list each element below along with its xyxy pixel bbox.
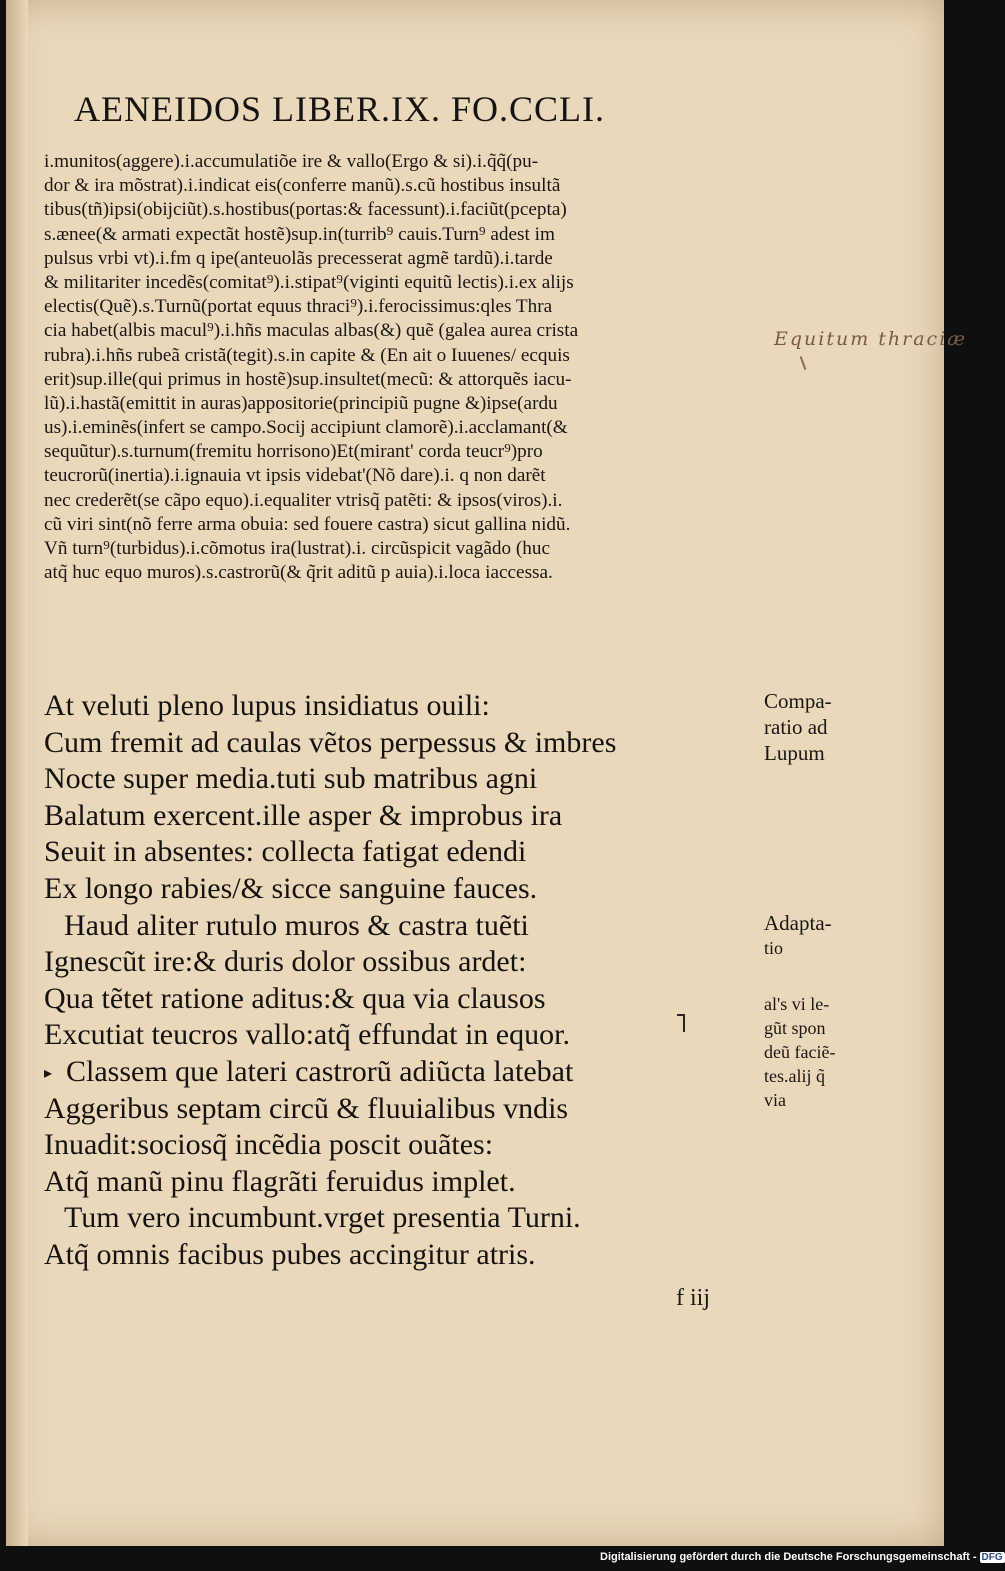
verse-line: Excutiat teucros vallo:atq̃ effundat in equor. bbox=[44, 1018, 570, 1052]
commentary-line: rubra).i.hñs rubeã cristã(tegit).s.in capite & (En ait o Iuuenes/ ecquis bbox=[44, 344, 570, 366]
verse-line: At veluti pleno lupus insidiatus ouili: bbox=[44, 689, 490, 722]
commentary-line: Vñ turn⁹(turbidus).i.cõmotus ira(lustrat).i. circũspicit vagãdo (huc bbox=[44, 538, 550, 559]
marginal-line: via bbox=[764, 1090, 786, 1110]
commentary-line: nec crederẽt(se cãpo equo).i.equaliter vtrisq̃ patẽti: & ipsos(viros).i. bbox=[44, 489, 563, 511]
commentary-line: us).i.eminẽs(infert se campo.Socij accipiunt clamorẽ).i.acclamant(& bbox=[44, 417, 568, 439]
commentary-line: sequũtur).s.turnum(fremitu horrisono)Et(mirant' corda teucr⁹)pro bbox=[44, 441, 543, 463]
verse-line: Atq̃ manũ pinu flagrãti feruidus implet. bbox=[44, 1164, 516, 1198]
commentary-line: pulsus vrbi vt).i.fm q ipe(anteuolãs precesserat agmẽ tardũ).i.tarde bbox=[44, 247, 553, 269]
pointer-mark-icon: ▸ bbox=[44, 1064, 53, 1082]
verse-line: Cum fremit ad caulas vẽtos perpessus & imbres bbox=[44, 725, 617, 759]
marginal-line: ratio ad bbox=[764, 715, 828, 739]
verse-line: Nocte super media.tuti sub matribus agni bbox=[44, 762, 538, 796]
verse-line: Haud aliter rutulo muros & castra tuẽti bbox=[64, 908, 529, 942]
running-header: AENEIDOS LIBER.IX. FO.CCLI. bbox=[74, 89, 605, 129]
marginal-line: Lupum bbox=[764, 741, 825, 765]
marginal-line: gũt spon bbox=[764, 1018, 826, 1038]
verse-line: Atq̃ omnis facibus pubes accingitur atris. bbox=[44, 1237, 536, 1271]
credit-text: Digitalisierung gefördert durch die Deutsche Forschungsgemeinschaft - bbox=[600, 1551, 977, 1563]
verse-line: Qua tẽtet ratione aditus:& qua via clausos bbox=[44, 981, 546, 1015]
commentary-line: cia habet(albis macul⁹).i.hñs maculas albas(&) quẽ (galea aurea crista bbox=[44, 320, 579, 342]
handwritten-annotation: Equitum thraciæ bbox=[774, 328, 968, 350]
marginal-note-comparatio bbox=[764, 688, 832, 766]
handwritten-stroke bbox=[800, 356, 807, 370]
marginal-note-variant bbox=[764, 992, 835, 1112]
marginal-line: Compa- bbox=[764, 689, 832, 713]
commentary-line: erit)sup.ille(qui primus in hostẽ)sup.insultet(mecũ: & attorquẽs iacu- bbox=[44, 368, 572, 390]
dfg-logo: DFG bbox=[981, 1552, 1003, 1563]
commentary-line: electis(Quẽ).s.Turnũ(portat equus thraci⁹).i.ferocissimus:qles Thra bbox=[44, 296, 553, 318]
commentary-line: i.munitos(aggere).i.accumulatiõe ire & vallo(Ergo & si).i.q̃q̃(pu- bbox=[44, 151, 539, 172]
commentary-line: cũ viri sint(nõ ferre arma obuia: sed fouere castra) sicut gallina nidũ. bbox=[44, 513, 571, 535]
marginal-line: al's vi le- bbox=[764, 994, 830, 1014]
commentary-line: teucrorũ(inertia).i.ignauia vt ipsis videbat'(Nõ dare).i. q non darẽt bbox=[44, 465, 546, 487]
digitization-credit bbox=[600, 1551, 1003, 1567]
verse-line: Balatum exercent.ille asper & improbus ira bbox=[44, 798, 563, 832]
verse-line-text: Classem que lateri castrorũ adiũcta latebat bbox=[66, 1054, 574, 1088]
commentary-line: tibus(tñ)ipsi(obijciũt).s.hostibus(portas:& facessunt).i.faciũt(pcepta) bbox=[44, 199, 567, 221]
commentary-line: atq̃ huc equo muros).s.castrorũ(& q̃rit aditũ p auia).i.loca iaccessa. bbox=[44, 562, 553, 584]
marginal-line: Adapta- bbox=[764, 911, 832, 935]
verse-line: Seuit in absentes: collecta fatigat edendi bbox=[44, 835, 527, 869]
commentary-line: dor & ira mõstrat).i.indicat eis(conferre manũ).s.cũ hostibus insultã bbox=[44, 175, 561, 197]
commentary-block bbox=[44, 150, 774, 585]
marginal-note-adaptatio bbox=[764, 910, 832, 960]
verse-line: Inuadit:sociosq̃ incẽdia poscit ouãtes: bbox=[44, 1128, 494, 1162]
commentary-line: lũ).i.hastã(emittit in auras)appositorie(principiũ pugne &)ipse(ardu bbox=[44, 392, 558, 414]
book-page bbox=[6, 0, 968, 1546]
signature-mark: f iij bbox=[676, 1285, 710, 1311]
verse-line: Aggeribus septam circũ & fluuialibus vndis bbox=[44, 1091, 569, 1125]
verse-line: Ignescũt ire:& duris dolor ossibus ardet: bbox=[44, 945, 527, 979]
marginal-line: tio bbox=[764, 938, 784, 958]
verse-block bbox=[44, 688, 744, 1274]
verse-line-marked bbox=[44, 1054, 744, 1091]
commentary-line: s.ænee(& armati expectãt hostẽ)sup.in(turrib⁹ cauis.Turn⁹ adest im bbox=[44, 223, 555, 245]
commentary-line: & militariter incedẽs(comitat⁹).i.stipat⁹(viginti equitũ lectis).i.ex alijs bbox=[44, 271, 574, 293]
page-gutter bbox=[6, 0, 28, 1546]
verse-line: Ex longo rabies/& sicce sanguine fauces. bbox=[44, 871, 538, 905]
marginal-line: deũ faciẽ- bbox=[764, 1042, 836, 1062]
marginal-line: tes.alij q̃ bbox=[764, 1066, 825, 1086]
margin-bracket-mark bbox=[677, 1014, 685, 1032]
verse-line: Tum vero incumbunt.vrget presentia Turni. bbox=[64, 1201, 581, 1235]
